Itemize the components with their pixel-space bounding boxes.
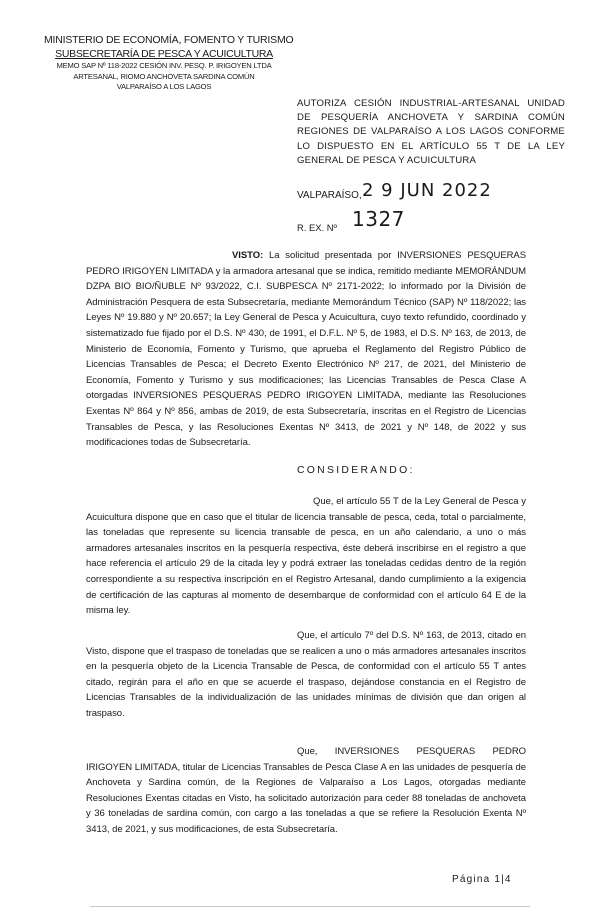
resolution-number: 1327 [352,207,405,231]
place-label: VALPARAÍSO, [297,190,362,201]
considerando-paragraph-3: Que, INVERSIONES PESQUERAS PEDRO IRIGOYEN LIMITADA, titular de Licencias Transables de Pesca Clase A en las unidades de pesquería de Anchoveta y Sardina común, de la Regiones de Valparaíso a Los Lagos, otorgadas mediante Resoluciones Exentas citadas en Visto, ha solicitado autorización para ceder 88 toneladas de anchoveta y 36 toneladas de sardina común, con cargo a las toneladas a que se refiere la Resolución Exenta Nº 3413, de 2021, y sus modificaciones, de esta Subsecretaría. [86,746,526,835]
resolution-label: R. EX. Nº [297,222,337,233]
page-number: Página 1|4 [452,874,512,885]
memo-line: MEMO SAP Nº 118-2022 CESIÓN INV. PESQ. P. IRIGOYEN LTDA [56,61,272,70]
memo-line: VALPARAÍSO A LOS LAGOS [116,82,212,91]
memo-line: ARTESANAL, RIOMO ANCHOVETA SARDINA COMÚN [73,71,255,81]
date-stamp: 2 9 JUN 2022 [362,180,492,201]
resolution-title: AUTORIZA CESIÓN INDUSTRIAL-ARTESANAL UNIDAD DE PESQUERÍA ANCHOVETA Y SARDINA COMÚN REGIONES DE VALPARAÍSO A LOS LAGOS CONFORME LO DISPUESTO EN EL ARTÍCULO 55 T DE LA LEY GENERAL DE PESCA Y ACUICULTURA [297,98,565,166]
ministry-name: MINISTERIO DE ECONOMÍA, FOMENTO Y TURISMO [44,34,294,46]
letterhead [44,34,294,93]
subsecretaria-name: SUBSECRETARÍA DE PESCA Y ACUICULTURA [55,48,273,60]
visto-paragraph [86,248,526,451]
visto-lead: VISTO: [232,250,264,261]
considerando-paragraph-1: Que, el artículo 55 T de la Ley General de Pesca y Acuicultura dispone que en caso que el titular de licencia transable de pesca, ceda, total o parcialmente, las toneladas que represente su licencia transable de pesca, en un año calendario, a uno o más armadores artesanales inscritos en la pesquería respectiva, éste deberá inscribirse en el registro a que hace referencia el artículo 29 de la citada ley y podrá extraer las toneladas cedidas dentro de la región correspondiente a su respectiva inscripción en el Registro Artesanal, dando cumplimiento a la exigencia de certificación de las capturas al momento de desembarque de conformidad con el artículo 64 E de la misma ley. [86,496,526,617]
considerando-paragraph-2: Que, el artículo 7º del D.S. Nº 163, de 2013, citado en Visto, dispone que el traspaso de toneladas que se realicen a uno o más armadores artesanales inscritos en la pesquería objeto de la Licencia Transable de Pesca, de conformidad con el artículo 55 T antes citado, regirán para el año en que se acuerde el traspaso, dejándose constancia en el Registro de Licencias Transables de la individualización de las unidades mínimas de división que dan origen al traspaso. [86,630,526,719]
visto-text: La solicitud presentada por INVERSIONES PESQUERAS PEDRO IRIGOYEN LIMITADA y la armadora artesanal que se indica, remitido mediante MEMORÁNDUM DZPA BIO BIO/ÑUBLE Nº 93/2022, C.I. SUBPESCA Nº 2171-2022; lo informado por la División de Administración Pesquera de esta Subsecretaría, mediante Memorándum Técnico (SAP) Nº 118/2022; las Leyes Nº 19.880 y Nº 20.657; la Ley General de Pesca y Acuicultura, cuyo texto refundido, coordinado y sistematizado fue fijado por el D.S. Nº 430, de 1991, el D.F.L. Nº 5, de 1983, el D.S. Nº 163, de 2013, de Ministerio de Economía, Fomento y Turismo, que aprueba el Reglamento del Registro Público de Licencias Transables de Pesca; el Decreto Exento Electrónico Nº 217, de 2021, del Ministerio de Economía, Fomento y Turismo y sus modificaciones; las Licencias Transables de Pesca Clase A otorgadas INVERSIONES PESQUERAS PEDRO IRIGOYEN LIMITADA, mediante las Resoluciones Exentas Nº 864 y Nº 856, ambas de 2019, de esta Subsecretaría, inscritas en el Registro de Licencias Transables de Pesca, y las Resoluciones Exentas Nº 3413, de 2021 y Nº 148, de 2022 y sus modificaciones todas de Subsecretaría. [86,250,526,449]
considerando-heading: CONSIDERANDO: [297,465,415,476]
footer-rule [90,906,530,907]
